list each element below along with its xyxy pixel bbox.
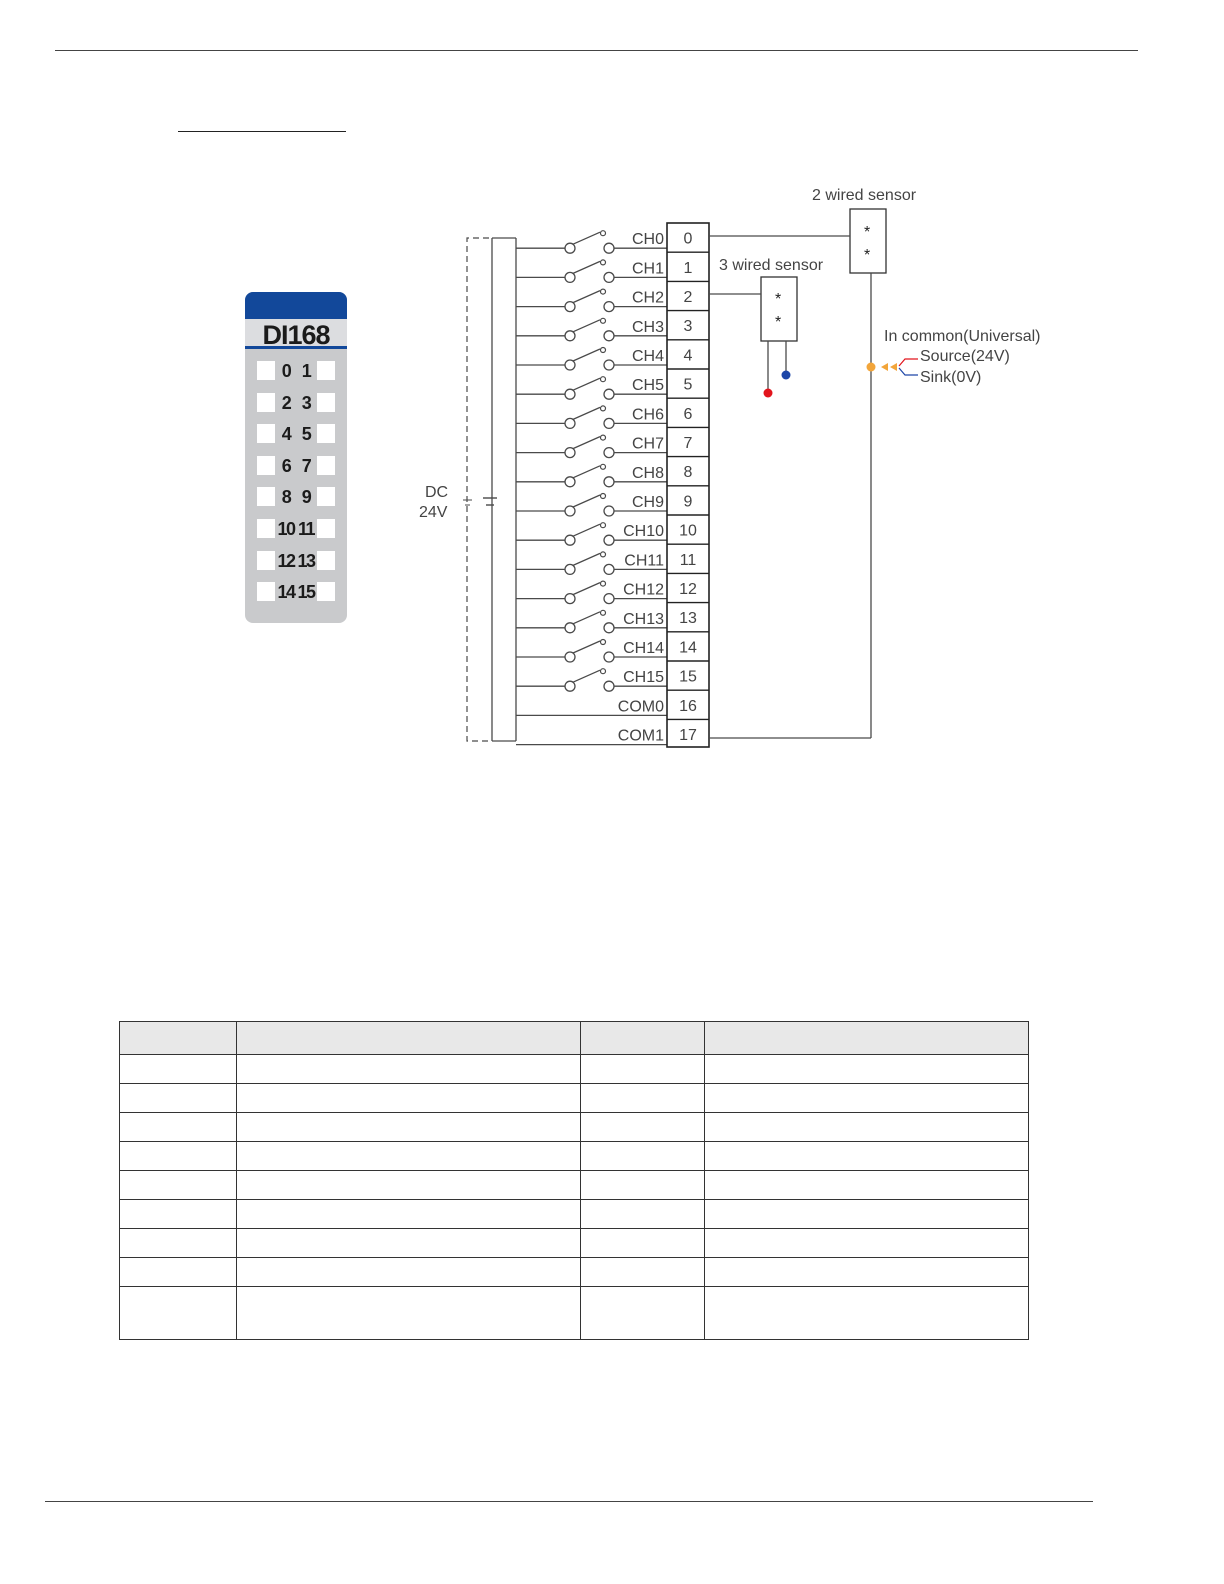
table-header-cell: [120, 1022, 237, 1055]
table-cell: [705, 1200, 1029, 1229]
switch-contact: [604, 594, 614, 604]
terminal-number: 12: [679, 581, 697, 598]
terminal-number: 4: [683, 347, 693, 365]
three-wired-sensor-box: [761, 277, 797, 341]
led-number: 6: [281, 455, 291, 476]
terminal-number: 17: [679, 727, 697, 744]
switch-lever: [573, 612, 600, 624]
switch-contact: [604, 506, 614, 516]
table-cell: [237, 1258, 581, 1287]
switch-pivot: [601, 669, 606, 674]
three-wired-sensor-mark-bottom: *: [775, 314, 782, 331]
channel-label: CH15: [623, 669, 664, 687]
switch-contact: [604, 623, 614, 633]
terminal-number: 0: [683, 230, 693, 248]
table-cell: [705, 1113, 1029, 1142]
table-cell: [705, 1171, 1029, 1200]
red-wire-dot: [764, 389, 773, 398]
switch-contact: [604, 681, 614, 691]
led-number: 13: [297, 550, 315, 571]
table-row: [120, 1287, 1029, 1340]
table-cell: [581, 1084, 705, 1113]
table-cell: [120, 1258, 237, 1287]
table-cell: [120, 1287, 237, 1340]
switch-pivot: [601, 640, 606, 645]
table-cell: [120, 1171, 237, 1200]
table-header-cell: [237, 1022, 581, 1055]
common-universal-label: In common(Universal): [884, 328, 1041, 345]
switch-contact: [604, 389, 614, 399]
table-cell: [120, 1113, 237, 1142]
led-number: 9: [301, 487, 311, 508]
switch-lever: [573, 349, 600, 361]
channel-label: CH0: [631, 231, 664, 249]
terminal-number: 14: [679, 639, 697, 657]
table-cell: [705, 1084, 1029, 1113]
switch-lever: [573, 232, 600, 244]
switch-pivot: [601, 464, 606, 469]
table-row: [120, 1113, 1029, 1142]
two-wired-sensor-label: 2 wired sensor: [812, 187, 917, 204]
switch-contact: [604, 418, 614, 428]
switch-contact: [565, 623, 575, 633]
switch-lever: [573, 641, 600, 653]
source-label: Source(24V): [920, 348, 1010, 365]
channel-label: CH1: [631, 260, 664, 278]
switch-lever: [573, 291, 600, 303]
table-row: [120, 1229, 1029, 1258]
table-cell: [705, 1287, 1029, 1340]
channel-label: CH12: [623, 581, 664, 599]
table-header-cell: [705, 1022, 1029, 1055]
table-cell: [237, 1113, 581, 1142]
voltage-label: 24V: [419, 504, 448, 521]
terminal-number: 16: [679, 697, 697, 715]
table-cell: [237, 1229, 581, 1258]
led-number: 8: [281, 487, 291, 508]
three-wired-sensor-label: 3 wired sensor: [719, 257, 824, 274]
common-arrow-2: [890, 363, 897, 371]
led-number: 0: [281, 361, 291, 381]
sink-leader-line: [899, 368, 918, 375]
table-cell: [581, 1229, 705, 1258]
terminal-number: 15: [679, 668, 697, 686]
com-label: COM0: [617, 698, 664, 716]
switch-pivot: [601, 377, 606, 382]
table-row: [120, 1258, 1029, 1287]
table-cell: [237, 1084, 581, 1113]
table-cell: [120, 1229, 237, 1258]
table-row: [120, 1055, 1029, 1084]
switch-lever: [573, 261, 600, 273]
switch-pivot: [601, 318, 606, 323]
spec-table: [119, 1021, 1029, 1340]
switch-contact: [565, 535, 575, 545]
switch-pivot: [601, 406, 606, 411]
led-number: 3: [301, 392, 311, 413]
switch-lever: [573, 378, 600, 390]
terminal-number: 8: [683, 464, 693, 482]
switch-pivot: [601, 348, 606, 353]
switch-contact: [604, 331, 614, 341]
switch-contact: [565, 448, 575, 458]
table-cell: [581, 1055, 705, 1084]
table-cell: [120, 1200, 237, 1229]
switch-lever: [573, 670, 600, 682]
table-row: [120, 1084, 1029, 1113]
table-cell: [237, 1055, 581, 1084]
terminal-number: 7: [683, 435, 693, 452]
table-cell: [581, 1113, 705, 1142]
switch-contact: [565, 564, 575, 574]
led-number: 12: [277, 550, 295, 571]
led-number: 10: [277, 519, 295, 539]
channel-label: CH2: [631, 289, 664, 307]
table-cell: [581, 1258, 705, 1287]
terminal-number: 1: [683, 259, 693, 277]
switch-contact: [565, 331, 575, 341]
channel-label: CH8: [631, 464, 664, 482]
switch-lever: [573, 320, 600, 332]
table-cell: [237, 1171, 581, 1200]
terminal-number: 11: [679, 551, 697, 569]
switch-contact: [604, 564, 614, 574]
led-number: 14: [277, 582, 295, 603]
blue-wire-dot: [782, 371, 791, 380]
switch-contact: [604, 535, 614, 545]
led-number: 7: [301, 455, 311, 476]
switch-contact: [565, 243, 575, 253]
two-wired-sensor-mark-bottom: *: [864, 247, 871, 264]
module-model-name: DI168: [262, 320, 330, 350]
switch-contact: [565, 418, 575, 428]
switch-contact: [604, 652, 614, 662]
switch-contact: [565, 681, 575, 691]
table-cell: [237, 1142, 581, 1171]
switch-contact: [604, 302, 614, 312]
switch-contact: [604, 272, 614, 282]
switch-contact: [565, 389, 575, 399]
table-row: [120, 1142, 1029, 1171]
switch-contact: [565, 594, 575, 604]
terminal-number: 10: [679, 522, 697, 540]
channel-label: CH6: [631, 406, 664, 424]
channel-label: CH5: [631, 377, 664, 395]
channel-label: CH10: [623, 523, 664, 541]
channel-label: CH3: [631, 318, 664, 336]
terminal-number: 6: [683, 405, 693, 423]
table-cell: [120, 1142, 237, 1171]
switch-pivot: [601, 523, 606, 528]
table-cell: [120, 1084, 237, 1113]
table-header-row: [120, 1022, 1029, 1055]
switch-pivot: [601, 552, 606, 557]
switch-contact: [565, 360, 575, 370]
switch-contact: [565, 302, 575, 312]
terminal-number: 13: [679, 610, 697, 628]
led-number: 5: [301, 424, 311, 445]
switch-contact: [565, 272, 575, 282]
channel-label: CH13: [623, 610, 664, 628]
switch-contact: [565, 652, 575, 662]
led-number: 2: [281, 392, 291, 413]
table-cell: [237, 1287, 581, 1340]
switch-lever: [573, 524, 600, 536]
switch-contact: [604, 477, 614, 487]
terminal-number: 5: [683, 376, 693, 394]
channel-label: CH11: [624, 552, 664, 570]
three-wired-sensor-mark-top: *: [775, 291, 782, 308]
channel-label: CH9: [631, 494, 664, 511]
led-number: 4: [281, 424, 291, 445]
table-row: [120, 1200, 1029, 1229]
switch-lever: [573, 437, 600, 449]
table-cell: [705, 1142, 1029, 1171]
terminal-number: 9: [683, 493, 693, 511]
footer-rule: [45, 1501, 1093, 1502]
switch-contact: [565, 477, 575, 487]
table-cell: [581, 1287, 705, 1340]
dc-label: DC: [425, 484, 449, 501]
sink-label: Sink(0V): [920, 369, 982, 386]
switch-lever: [573, 583, 600, 595]
switch-pivot: [601, 435, 606, 440]
com-label: COM1: [617, 727, 664, 745]
terminal-number: 3: [683, 318, 693, 336]
table-cell: [581, 1171, 705, 1200]
led-number: 1: [301, 361, 311, 381]
table-cell: [705, 1055, 1029, 1084]
table-cell: [120, 1055, 237, 1084]
terminal-number: 2: [683, 289, 693, 306]
switch-contact: [604, 360, 614, 370]
switch-contact: [604, 243, 614, 253]
table-cell: [581, 1200, 705, 1229]
led-number: 15: [297, 582, 315, 603]
switch-pivot: [601, 260, 606, 265]
table-cell: [237, 1200, 581, 1229]
switch-pivot: [601, 289, 606, 294]
table-header-cell: [581, 1022, 705, 1055]
dc-supply-dashed-line: [467, 238, 489, 741]
common-arrow-1: [881, 363, 888, 371]
switch-contact: [565, 506, 575, 516]
switch-lever: [573, 466, 600, 478]
switch-pivot: [601, 581, 606, 586]
switch-pivot: [601, 610, 606, 615]
table-row: [120, 1171, 1029, 1200]
switch-contact: [604, 448, 614, 458]
switch-lever: [573, 495, 600, 507]
two-wired-sensor-mark-top: *: [864, 224, 871, 241]
source-leader-line: [899, 359, 918, 366]
led-number: 11: [297, 519, 315, 539]
switch-lever: [573, 553, 600, 565]
switch-pivot: [601, 494, 606, 499]
switch-pivot: [601, 231, 606, 236]
table-cell: [705, 1258, 1029, 1287]
table-cell: [705, 1229, 1029, 1258]
channel-label: CH14: [623, 640, 664, 657]
channel-label: CH4: [631, 348, 664, 365]
table-cell: [581, 1142, 705, 1171]
common-junction-dot: [867, 363, 876, 372]
channel-label: CH7: [631, 435, 664, 453]
switch-lever: [573, 407, 600, 419]
